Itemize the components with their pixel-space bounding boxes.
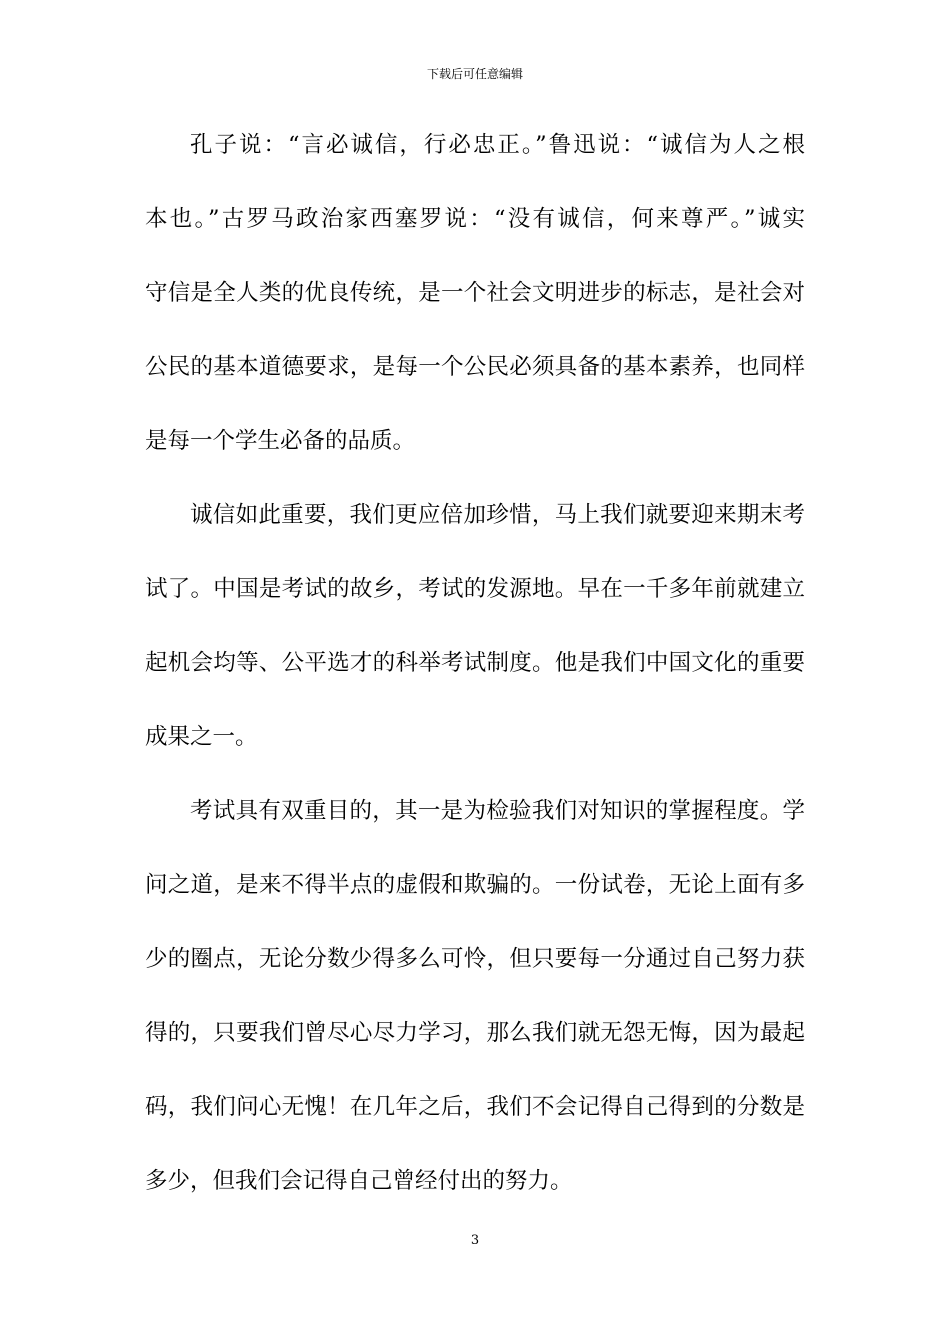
- paragraph-1-line-3: 守信是全人类的优良传统，是一个社会文明进步的标志，是社会对: [145, 280, 805, 306]
- paragraph-3-line-5: 码，我们问心无愧！在几年之后，我们不会记得自己得到的分数是: [145, 1094, 805, 1120]
- paragraph-2-line-2: 试了。中国是考试的故乡，考试的发源地。早在一千多年前就建立: [145, 576, 805, 602]
- page-number: 3: [470, 1233, 480, 1248]
- paragraph-2-line-1: 诚信如此重要，我们更应倍加珍惜，马上我们就要迎来期末考: [190, 502, 805, 528]
- paragraph-3-line-4: 得的，只要我们曾尽心尽力学习，那么我们就无怨无悔，因为最起: [145, 1020, 805, 1046]
- document-body: [145, 129, 805, 1197]
- paragraph-2-line-3: 起机会均等、公平选才的科举考试制度。他是我们中国文化的重要: [145, 650, 805, 676]
- paragraph-2-line-4: 成果之一。: [145, 724, 258, 750]
- paragraph-1-line-5: 是每一个学生必备的品质。: [145, 428, 416, 454]
- paragraph-3-line-6: 多少，但我们会记得自己曾经付出的努力。: [145, 1168, 573, 1194]
- page-header: 下载后可任意编辑: [426, 67, 523, 81]
- paragraph-1-line-1: 孔子说：“言必诚信，行必忠正。”鲁迅说：“诚信为人之根: [190, 132, 805, 158]
- paragraph-3-line-1: 考试具有双重目的，其一是为检验我们对知识的掌握程度。学: [190, 798, 805, 824]
- paragraph-3-line-3: 少的圈点，无论分数少得多么可怜，但只要每一分通过自己努力获: [145, 946, 805, 972]
- paragraph-3-line-2: 问之道，是来不得半点的虚假和欺骗的。一份试卷，无论上面有多: [145, 872, 805, 898]
- paragraph-1-line-4: 公民的基本道德要求，是每一个公民必须具备的基本素养，也同样: [145, 354, 805, 380]
- paragraph-1-line-2: 本也。”古罗马政治家西塞罗说：“没有诚信，何来尊严。”诚实: [145, 206, 805, 232]
